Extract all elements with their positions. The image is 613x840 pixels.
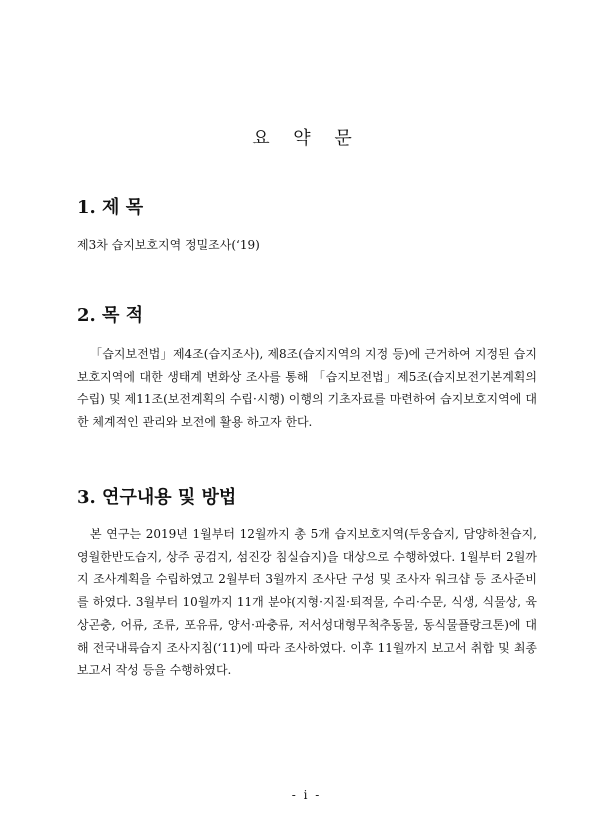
section-title-paragraph: 제3차 습지보호지역 정밀조사(‘19): [77, 238, 260, 252]
section-purpose-paragraph: 「습지보전법」제4조(습지조사), 제8조(습지지역의 지정 등)에 근거하여 지정된 습지보호지역에 대한 생태계 변화상 조사를 통해 「습지보전법」제5조(습지보전기본계획의 수립) 및 제11조(보전계획의 수립·시행) 이행의 기초자료를 마련하여 습지보호지역에 대한 체계적인 관리와 보전에 활용 하고자 한다.: [77, 347, 537, 430]
page-title: 요 약 문: [252, 128, 361, 149]
section-methods-paragraph: 본 연구는 2019년 1월부터 12월까지 총 5개 습지보호지역(두웅습지, 담양하천습지, 영월한반도습지, 상주 공검지, 섬진강 침실습지)을 대상으로 수행하였다. 1월부터 2월까지 조사계획을 수립하였고 2월부터 3월까지 조사단 구성 및 조사자 워크샵 등 조사준비를 하였다. 3월부터 10월까지 11개 분야(지형·지질·퇴적물, 수리·수문, 식생, 식물상, 육상곤충, 어류, 조류, 포유류, 양서·파충류, 저서성대형무척추동물, 동식물플랑크톤)에 대해 전국내륙습지 조사지침(‘11)에 따라 조사하였다. 이후 11월까지 보고서 취합 및 최종보고서 작성 등을 수행하였다.: [77, 527, 537, 678]
section-heading-title: 1. 제 목: [77, 197, 144, 218]
section-heading-purpose: 2. 목 적: [77, 305, 144, 326]
section-heading-methods: 3. 연구내용 및 방법: [77, 487, 237, 508]
page-number: - i -: [291, 788, 322, 802]
